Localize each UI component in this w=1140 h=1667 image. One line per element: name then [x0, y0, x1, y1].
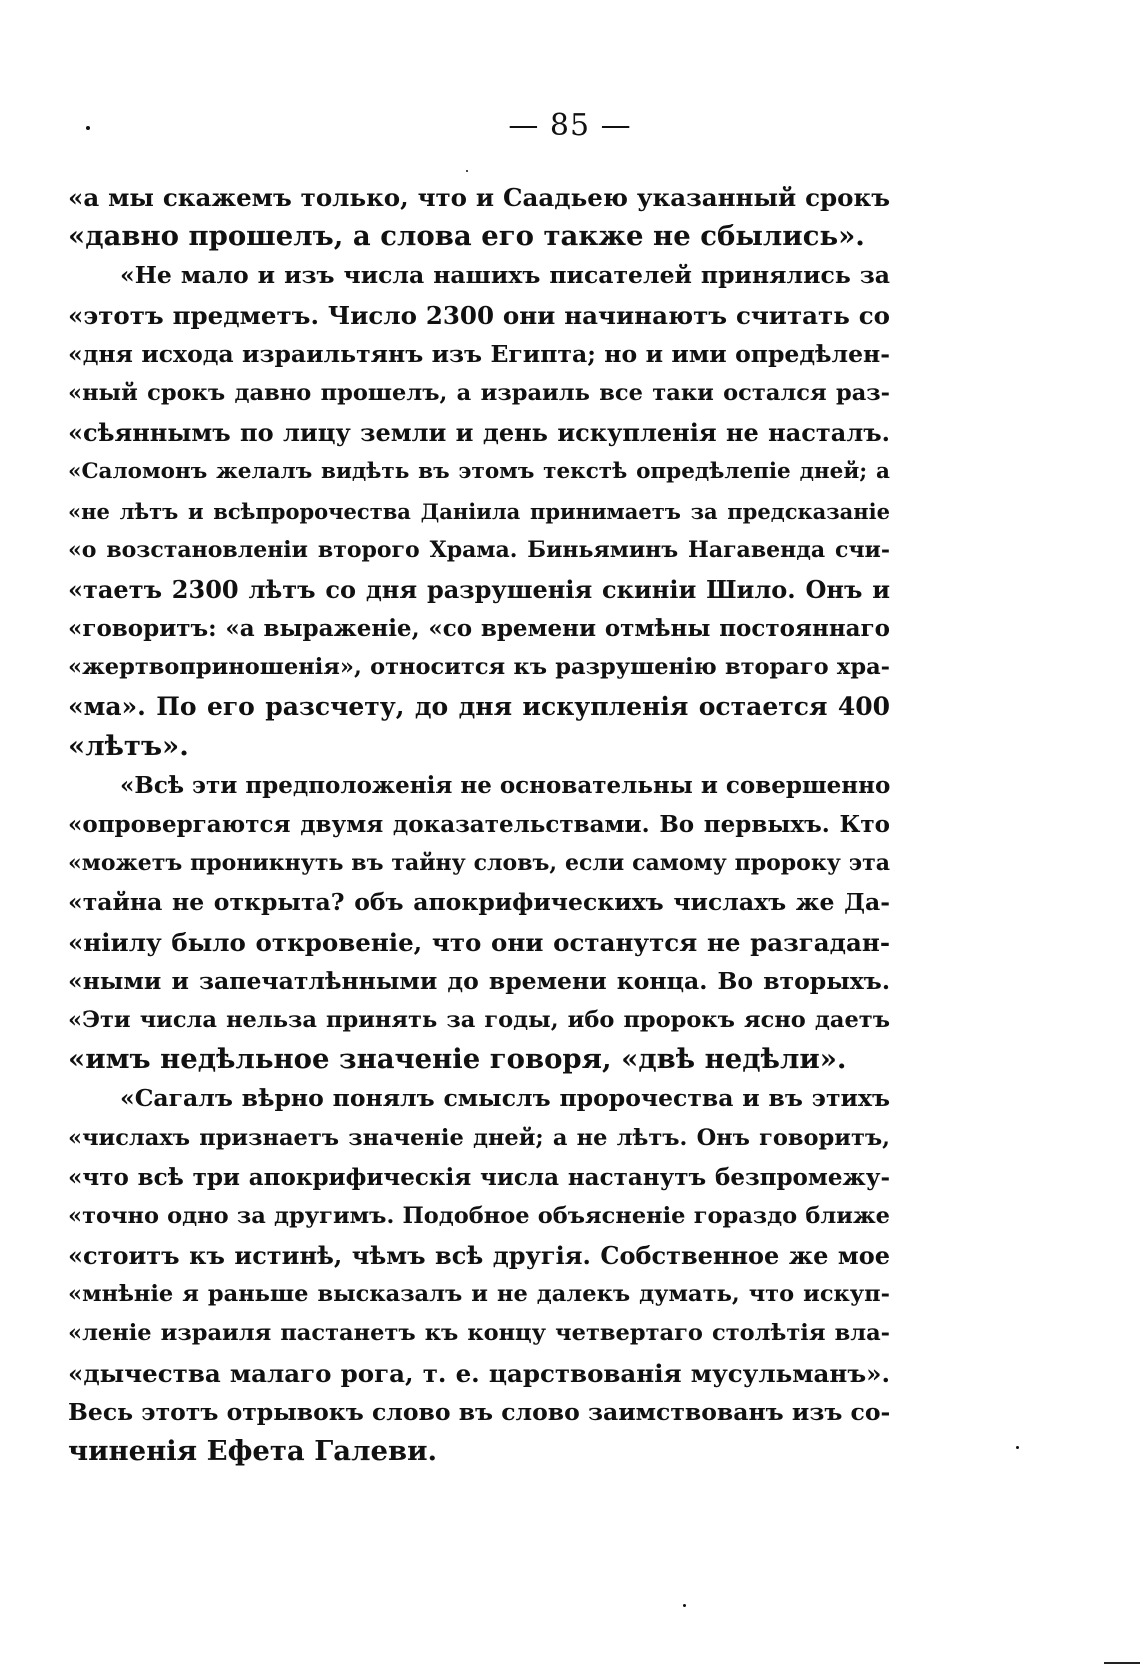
text-line: «жертвоприношенія», относится къ разрушенію втораго хра- [68, 654, 890, 681]
text-line: «дычества малаго рога, т. е. царствованія мусульманъ». [68, 1358, 890, 1388]
text-line: «числахъ признаетъ значеніе дней; а не лѣтъ. Онъ говоритъ, [68, 1124, 890, 1151]
text-line: «имъ недѣльное значеніе говоря, «двѣ недѣли». [68, 1043, 847, 1076]
text-line: «лѣтъ». [68, 729, 189, 762]
print-speck [683, 1604, 686, 1607]
text-line: «тайна не открыта? объ апокрифическихъ числахъ же Да- [68, 888, 890, 917]
text-line: «Не мало и изъ числа нашихъ писателей принялись за [120, 261, 890, 290]
text-line: «ный срокъ давно прошелъ, а израиль все таки остался раз- [68, 379, 890, 406]
text-line: «этотъ предметъ. Число 2300 они начинаютъ считать со [68, 300, 890, 330]
text-line: «точно одно за другимъ. Подобное объясненіе гораздо ближе [68, 1202, 890, 1229]
text-line: «можетъ проникнуть въ тайну словъ, если самому пророку эта [68, 850, 890, 877]
text-line: «Всѣ эти предположенія не основательны и совершенно [120, 771, 891, 799]
text-line: «давно прошелъ, а слова его также не сбылись». [68, 220, 865, 253]
text-line: «опровергаются двумя доказательствами. Во первыхъ. Кто [68, 811, 890, 838]
text-line: «не лѣтъ и всѣпророчества Даніила принимаетъ за предсказаніе [68, 498, 890, 524]
text-line: «ными и запечатлѣнными до времени конца. Во вторыхъ. [68, 966, 890, 995]
text-line: «дня исхода израильтянъ изъ Египта; но и ими опредѣлен- [68, 339, 890, 368]
page-number: — 85 — [508, 108, 632, 143]
text-line: «а мы скажемъ только, что и Саадьею указанный срокъ [68, 183, 890, 212]
text-line: Весь этотъ отрывокъ слово въ слово заимствованъ изъ со- [68, 1397, 891, 1426]
text-line: «ма». По его разсчету, до дня искупленія остается 400 [68, 692, 890, 722]
print-speck [86, 126, 90, 130]
print-speck [1016, 1446, 1019, 1449]
text-line: «Саломонъ желалъ видѣть въ этомъ текстѣ опредѣлепіе дней; а [68, 459, 890, 485]
print-speck [466, 170, 468, 172]
text-line: «леніе израиля пастанетъ къ концу четвертаго столѣтія вла- [68, 1320, 890, 1347]
text-line: «Эти числа нельза принять за годы, ибо пророкъ ясно даетъ [68, 1006, 890, 1033]
text-line: «стоитъ къ истинѣ, чѣмъ всѣ другія. Собственное же мое [68, 1241, 890, 1271]
text-line: «сѣяннымъ по лицу земли и день искупленія не насталъ. [68, 418, 890, 448]
text-line: «ніилу было откровеніе, что они останутся не разгадан- [68, 927, 890, 957]
text-line: чиненія Ефета Галеви. [68, 1435, 438, 1467]
text-line: «таетъ 2300 лѣтъ со дня разрушенія скиніи Шило. Онъ и [68, 574, 890, 604]
text-line: «что всѣ три апокрифическія числа настанутъ безпромежу- [68, 1163, 890, 1191]
text-line: «о возстановленіи второго Храма. Биньяминъ Нагавенда счи- [68, 536, 890, 563]
text-line: «Сагалъ вѣрно понялъ смыслъ пророчества и въ этихъ [120, 1084, 890, 1113]
text-line: «говоритъ: «а выраженіе, «со времени отмѣны постояннаго [68, 615, 890, 643]
page-edge-mark [1104, 1662, 1140, 1664]
text-line: «мнѣніе я раньше высказалъ и не далекъ думать, что искуп- [68, 1281, 890, 1308]
body-text [68, 178, 890, 1471]
